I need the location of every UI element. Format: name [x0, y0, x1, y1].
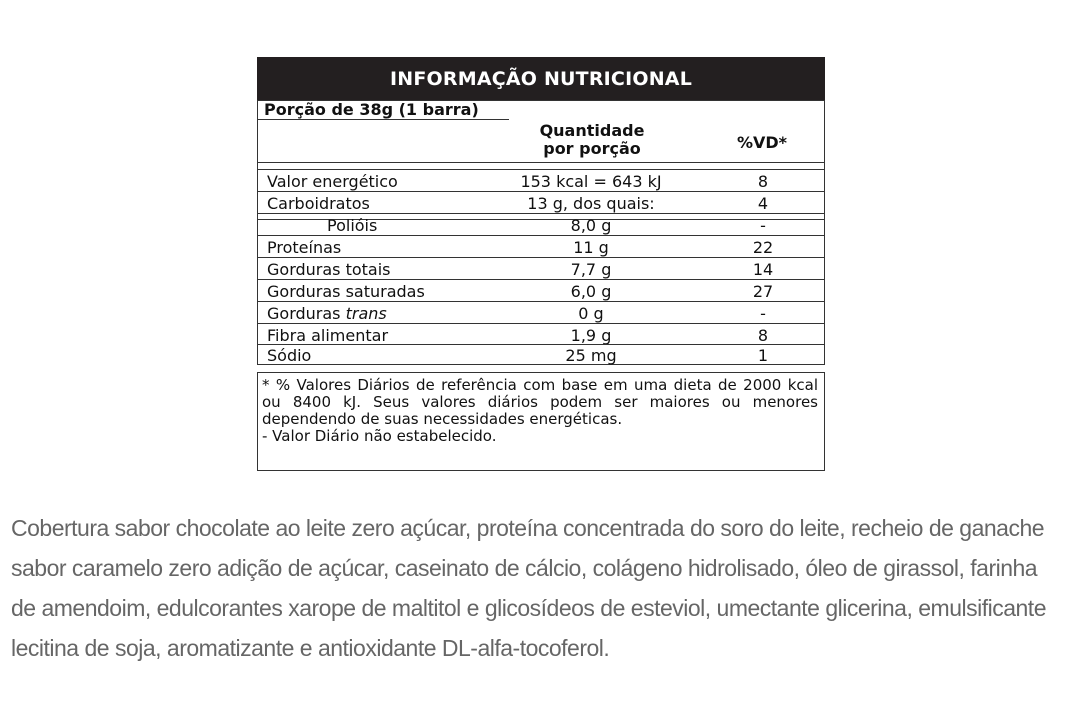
nutrient-quantity: 8,0 g — [570, 216, 612, 235]
nutrient-name: Gorduras totais — [267, 260, 391, 279]
nutrient-name: Sódio — [267, 346, 312, 365]
table-row — [257, 236, 825, 258]
table-row — [257, 324, 825, 346]
nutrient-quantity: 7,7 g — [570, 260, 612, 279]
table-row — [257, 192, 825, 214]
nutrient-name — [267, 304, 387, 323]
header-quantity-line1: Quantidade — [539, 121, 645, 140]
nutrient-daily-value: 8 — [757, 326, 769, 345]
footnote-not-established: - Valor Diário não estabelecido. — [262, 427, 497, 445]
nutrient-name: Valor energético — [267, 172, 398, 191]
nutrient-quantity: 13 g, dos quais: — [527, 194, 655, 213]
footnote-daily-values: * % Valores Diários de referência com base em uma dieta de 2000 kcal ou 8400 kJ. Seus valores diários podem ser maiores ou menores dependendo de suas necessidades energéticas. — [262, 376, 818, 428]
nutrient-quantity: 1,9 g — [570, 326, 612, 345]
nutrient-daily-value: 27 — [752, 282, 774, 301]
nutrient-daily-value: 14 — [752, 260, 774, 279]
nutrient-daily-value: 8 — [757, 172, 769, 191]
table-row — [257, 302, 825, 324]
nutrient-daily-value: 4 — [757, 194, 769, 213]
nutrient-name: Proteínas — [267, 238, 342, 257]
nutrient-quantity: 6,0 g — [570, 282, 612, 301]
nutrient-name: Gorduras saturadas — [267, 282, 425, 301]
header-quantity — [527, 122, 657, 158]
footnote — [262, 377, 818, 445]
nutrient-name-italic: trans — [345, 304, 387, 323]
ingredients-text: Cobertura sabor chocolate ao leite zero açúcar, proteína concentrada do soro do leite, recheio de ganache sabor caramelo zero adição de açúcar, caseinato de cálcio, colágeno hidrolisado, óleo de girassol, farinha de amendoim, edulcorantes xarope de maltitol e glicosídeos de esteviol, umectante glicerina, emulsificante lecitina de soja, aromatizante e antioxidante DL-alfa-tocoferol. — [11, 515, 1046, 661]
nutrient-daily-value: 22 — [752, 238, 774, 257]
nutrition-title: INFORMAÇÃO NUTRICIONAL — [257, 57, 825, 100]
table-row — [257, 214, 825, 236]
table-row — [257, 258, 825, 280]
nutrient-quantity: 153 kcal = 643 kJ — [520, 172, 662, 191]
header-quantity-line2: por porção — [543, 139, 641, 158]
nutrient-daily-value: - — [760, 304, 766, 323]
nutrient-quantity: 0 g — [578, 304, 604, 323]
nutrient-quantity: 25 mg — [565, 346, 617, 365]
nutrition-facts-label — [257, 57, 825, 471]
nutrient-name-prefix: Gorduras — [267, 304, 346, 323]
table-row — [257, 170, 825, 192]
nutrient-quantity: 11 g — [573, 238, 609, 257]
nutrient-daily-value: 1 — [757, 346, 769, 365]
nutrient-name: Polióis — [327, 216, 378, 235]
nutrient-name: Fibra alimentar — [267, 326, 389, 345]
header-daily-value: %VD* — [736, 133, 788, 152]
table-row — [257, 344, 825, 366]
table-row — [257, 280, 825, 302]
nutrient-daily-value: - — [760, 216, 766, 235]
nutrient-name: Carboidratos — [267, 194, 370, 213]
portion-size: Porção de 38g (1 barra) — [264, 100, 479, 119]
